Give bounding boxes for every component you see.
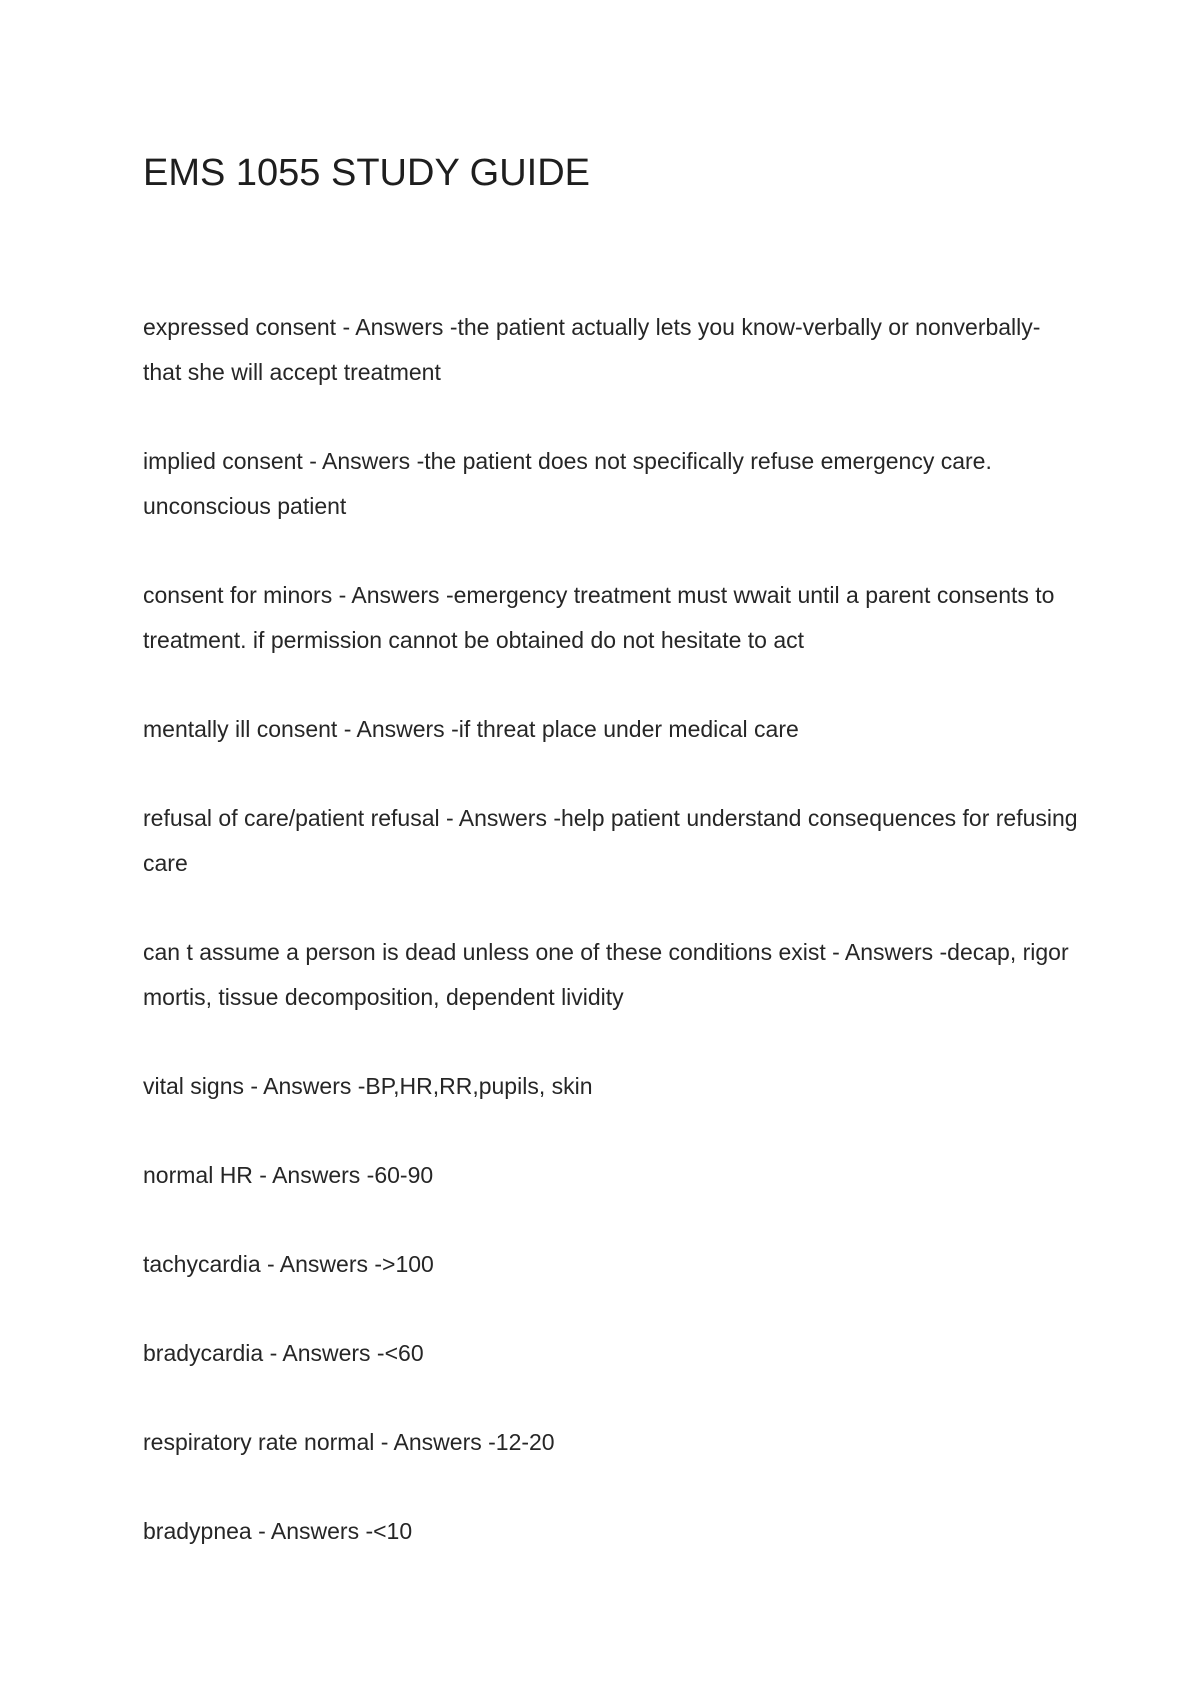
entry-presumed-dead-conditions: can t assume a person is dead unless one of these conditions exist - Answers -decap, rigor mortis, tissue decomposition, dependent lividity (143, 939, 1069, 1010)
entry-normal-hr: normal HR - Answers -60-90 (143, 1162, 434, 1188)
entry-implied-consent: implied consent - Answers -the patient does not specifically refuse emergency care. unconscious patient (143, 448, 992, 519)
entry-expressed-consent: expressed consent - Answers -the patient actually lets you know-verbally or nonverbally- that she will accept treatment (143, 314, 1041, 385)
document-title: EMS 1055 STUDY GUIDE (143, 152, 591, 194)
entry-mentally-ill-consent: mentally ill consent - Answers -if threat place under medical care (143, 716, 799, 742)
entry-bradypnea: bradypnea - Answers -<10 (143, 1518, 413, 1544)
entry-bradycardia: bradycardia - Answers -<60 (143, 1340, 424, 1366)
study-guide-entries (143, 305, 1083, 1598)
entry-vital-signs: vital signs - Answers -BP,HR,RR,pupils, skin (143, 1073, 593, 1099)
entry-respiratory-rate-normal: respiratory rate normal - Answers -12-20 (143, 1429, 555, 1455)
entry-consent-for-minors: consent for minors - Answers -emergency treatment must wwait until a parent consents to treatment. if permission cannot be obtained do not hesitate to act (143, 582, 1055, 653)
entry-tachycardia: tachycardia - Answers ->100 (143, 1251, 434, 1277)
entry-refusal-of-care: refusal of care/patient refusal - Answers -help patient understand consequences for refusing care (143, 805, 1078, 876)
